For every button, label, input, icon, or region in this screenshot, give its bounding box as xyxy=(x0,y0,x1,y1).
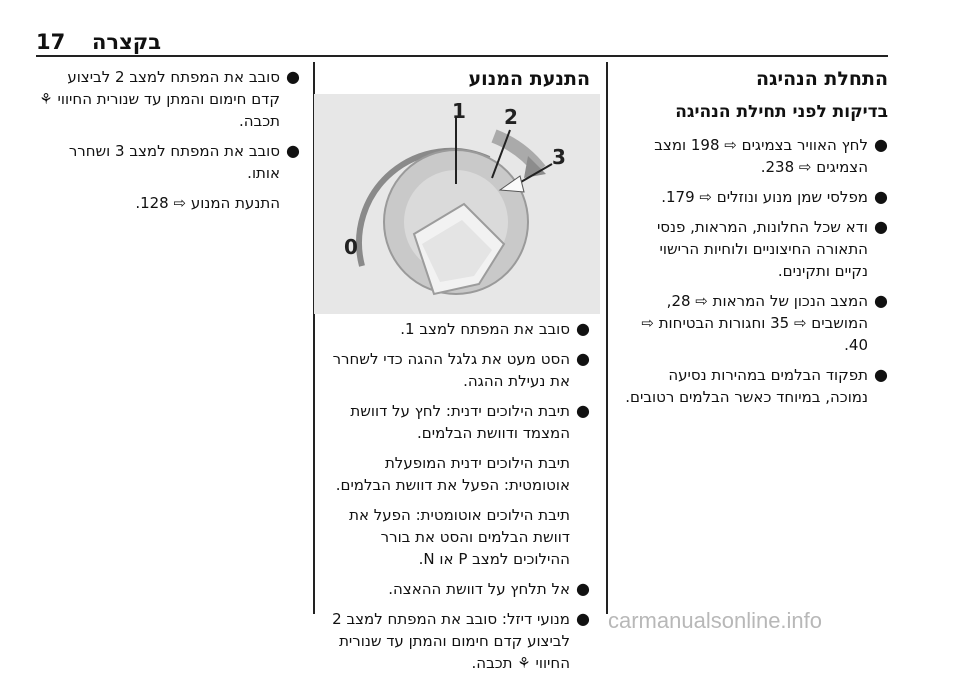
section-title: התחלת הנהיגה xyxy=(755,68,888,90)
list-item: ● הסט מעט את גלגל ההגה כדי לשחרר את נעילת ההגה. xyxy=(332,349,590,390)
right-column xyxy=(622,66,888,416)
list-item: ● המצב הנכון של המראות ⇨ 28, המושבים ⇨ 35 וחגורות הבטיחות ⇨ 40. xyxy=(641,291,888,354)
list-item: ● סובב את המפתח למצב 2 לביצוע קדם חימום והמתן עד שנורית החיווי ⚘ תכבה. xyxy=(39,67,300,130)
bullet-icon: ● xyxy=(874,187,888,206)
running-head-title: בקצרה xyxy=(92,30,162,54)
list-item: ● תפקוד הבלמים במהירות נסיעה נמוכה, במיוחד כאשר הבלמים רטובים. xyxy=(625,365,888,406)
ignition-key-figure xyxy=(314,94,600,314)
list-item: ● אל תלחץ על דוושת ההאצה. xyxy=(388,579,590,598)
bullet-icon: ● xyxy=(576,401,590,420)
bullet-icon: ● xyxy=(576,349,590,368)
list-item: ● מנועי דיזל: סובב את המפתח למצב 2 לביצוע קדם חימום והמתן עד שנורית החיווי ⚘ תכבה. xyxy=(332,609,590,672)
list-item: ● מפלסי שמן מנוע ונוזלים ⇨ 179. xyxy=(661,187,888,206)
bullet-icon: ● xyxy=(286,141,300,160)
list-paragraph: תיבת הילוכים ידנית המופעלת אוטומטית: הפעל את דוושת הבלמים. xyxy=(335,454,570,494)
list-item: ● תיבת הילוכים ידנית: לחץ על דוושת המצמד ודוושת הבלמים. xyxy=(350,401,590,442)
figure-label-2: 2 xyxy=(504,105,518,129)
figure-label-1: 1 xyxy=(452,99,466,123)
list-paragraph: תיבת הילוכים אוטומטית: הפעל את דוושת הבלמים והסט את בורר ההילוכים למצב P או N. xyxy=(349,506,570,568)
cross-reference: התנעת המנוע ⇨ 128. xyxy=(135,194,280,212)
page-number: 17 xyxy=(36,30,66,54)
bullet-icon: ● xyxy=(576,319,590,338)
bullet-icon: ● xyxy=(874,135,888,154)
bullet-icon: ● xyxy=(874,291,888,310)
column-divider-right xyxy=(606,62,608,614)
bullet-icon: ● xyxy=(576,609,590,628)
bullet-icon: ● xyxy=(576,579,590,598)
list-item: ● סובב את המפתח למצב 3 ושחרר אותו. xyxy=(68,141,300,182)
list-item: ● ודא שכל החלונות, המראות, פנסי התאורה החיצוניים ולוחיות הרישוי נקיים ותקינים. xyxy=(656,217,888,280)
bullet-icon: ● xyxy=(286,67,300,86)
ignition-key-illustration xyxy=(314,94,600,314)
bullet-icon: ● xyxy=(874,365,888,384)
figure-label-0: 0 xyxy=(344,235,358,259)
left-column xyxy=(36,66,300,222)
section-subtitle: בדיקות לפני תחילת הנהיגה xyxy=(675,102,888,122)
section-title: התנעת המנוע xyxy=(468,68,590,90)
header-rule xyxy=(36,55,888,57)
bullet-icon: ● xyxy=(874,217,888,236)
watermark: carmanualsonline.info xyxy=(608,608,823,633)
list-item: ● לחץ האוויר בצמיגים ⇨ 198 ומצב הצמיגים ⇨ 238. xyxy=(654,135,888,176)
list-item: ● סובב את המפתח למצב 1. xyxy=(400,319,590,338)
figure-label-3: 3 xyxy=(552,145,566,169)
middle-column-steps xyxy=(326,318,590,682)
